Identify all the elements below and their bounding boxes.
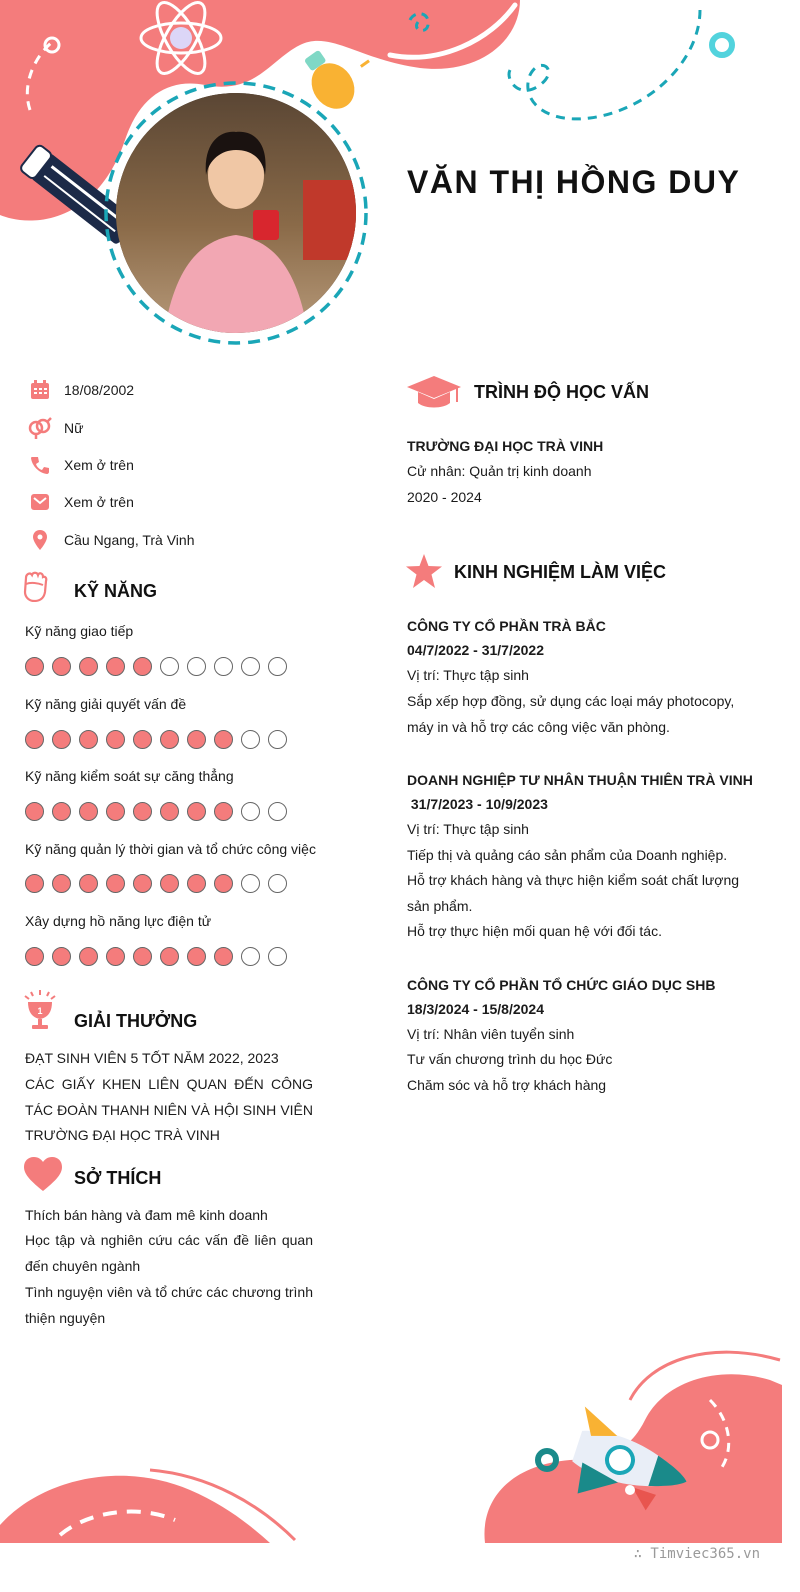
rating-dot-filled (133, 657, 152, 676)
rating-dot-filled (160, 874, 179, 893)
rating-dot-filled (106, 730, 125, 749)
job-period: 31/7/2023 - 10/9/2023 (407, 796, 548, 812)
trophy-icon (22, 990, 58, 1037)
company-name: DOANH NGHIỆP TƯ NHÂN THUẬN THIÊN TRÀ VINH (407, 772, 753, 788)
skill-label: Xây dựng hồ năng lực điện tử (25, 913, 212, 929)
rating-dot-filled (106, 657, 125, 676)
rating-dot-empty (160, 657, 179, 676)
rating-dot-empty (268, 874, 287, 893)
footer-blob-left (0, 1476, 270, 1543)
job-period: 04/7/2022 - 31/7/2022 (407, 642, 545, 658)
rating-dot-filled (106, 947, 125, 966)
info-text: Nữ (64, 420, 84, 436)
degree: Cử nhân: Quản trị kinh doanh (407, 463, 592, 479)
rating-dot-empty (241, 947, 260, 966)
rating-dot-empty (268, 802, 287, 821)
job-position: Vị trí: Thực tập sinh (407, 667, 529, 683)
calendar-icon (28, 378, 52, 402)
heart-icon (24, 1157, 62, 1196)
info-birthday (28, 377, 135, 403)
rating-dot-empty (241, 657, 260, 676)
rating-dot-empty (187, 657, 206, 676)
education-period: 2020 - 2024 (407, 489, 482, 505)
rating-dot-filled (79, 657, 98, 676)
rating-dot-filled (214, 802, 233, 821)
rating-dot-empty (268, 730, 287, 749)
candidate-name: VĂN THỊ HỒNG DUY (407, 164, 741, 200)
skill-rating (25, 947, 287, 966)
rating-dot-filled (52, 657, 71, 676)
graduation-cap-icon (407, 374, 461, 415)
skill-rating (25, 802, 287, 821)
rating-dot-filled (133, 947, 152, 966)
award-item: ĐẠT SINH VIÊN 5 TỐT NĂM 2022, 2023 (25, 1050, 279, 1066)
awards-title: GIẢI THƯỞNG (74, 1011, 198, 1031)
skill-rating (25, 730, 287, 749)
rating-dot-filled (52, 874, 71, 893)
rating-dot-empty (241, 802, 260, 821)
rating-dot-empty (214, 657, 233, 676)
job-position: Vị trí: Nhân viên tuyển sinh (407, 1026, 575, 1042)
job-desc: Tiếp thị và quảng cáo sản phẩm của Doanh nghiệp. (407, 847, 728, 863)
gender-icon (28, 416, 52, 440)
job-period: 18/3/2024 - 15/8/2024 (407, 1001, 545, 1017)
info-phone (28, 452, 134, 478)
rating-dot-filled (25, 947, 44, 966)
rating-dot-filled (106, 874, 125, 893)
hobby-item: Tình nguyện viên và tổ chức các chương trình thiện nguyện (25, 1284, 313, 1326)
info-text: Xem ở trên (64, 494, 134, 510)
rating-dot-filled (52, 947, 71, 966)
rating-dot-filled (187, 874, 206, 893)
rating-dot-filled (214, 947, 233, 966)
job-desc: Sắp xếp hợp đồng, sử dụng các loại máy photocopy, máy in và hỗ trợ các công việc văn phòng. (407, 693, 735, 735)
teal-ring-icon (712, 35, 732, 55)
mail-icon (28, 490, 52, 514)
svg-text:1: 1 (37, 1006, 43, 1016)
fist-icon (22, 570, 48, 607)
skill-rating (25, 657, 287, 676)
location-pin-icon (28, 528, 52, 552)
rating-dot-filled (79, 802, 98, 821)
info-text: 18/08/2002 (64, 382, 135, 398)
school-name: TRƯỜNG ĐẠI HỌC TRÀ VINH (407, 438, 604, 454)
skill-label: Kỹ năng kiểm soát sự căng thẳng (25, 768, 234, 784)
rating-dot-filled (106, 802, 125, 821)
rating-dot-filled (187, 730, 206, 749)
rating-dot-filled (214, 730, 233, 749)
rating-dot-filled (160, 802, 179, 821)
rating-dot-filled (25, 874, 44, 893)
hobby-item: Học tập và nghiên cứu các vấn đề liên quan đến chuyên ngành (25, 1232, 313, 1274)
rating-dot-filled (133, 802, 152, 821)
info-text: Xem ở trên (64, 457, 134, 473)
info-address (28, 527, 195, 553)
company-name: CÔNG TY CỔ PHẦN TỔ CHỨC GIÁO DỤC SHB (407, 977, 716, 993)
rating-dot-empty (241, 874, 260, 893)
rating-dot-filled (25, 802, 44, 821)
rating-dot-filled (160, 947, 179, 966)
rating-dot-filled (25, 730, 44, 749)
rating-dot-filled (214, 874, 233, 893)
job-desc: Chăm sóc và hỗ trợ khách hàng (407, 1077, 607, 1093)
rating-dot-filled (133, 730, 152, 749)
hobbies-title: SỞ THÍCH (74, 1168, 162, 1188)
award-item: CÁC GIẤY KHEN LIÊN QUAN ĐẾN CÔNG TÁC ĐOÀN THANH NIÊN VÀ HỘI SINH VIÊN TRƯỜNG ĐẠI HỌC TRÀ VINH (25, 1076, 313, 1143)
rating-dot-filled (25, 657, 44, 676)
info-gender (28, 415, 84, 441)
rating-dot-empty (241, 730, 260, 749)
hobby-item: Thích bán hàng và đam mê kinh doanh (25, 1207, 268, 1223)
job-position: Vị trí: Thực tập sinh (407, 821, 529, 837)
watermark: ∴ Timviec365.vn (633, 1546, 760, 1562)
skill-label: Kỹ năng quản lý thời gian và tổ chức công việc (25, 841, 316, 857)
rating-dot-empty (268, 657, 287, 676)
education-title: TRÌNH ĐỘ HỌC VẤN (474, 382, 649, 402)
skill-rating (25, 874, 287, 893)
profile-photo (103, 80, 369, 346)
job-desc: Hỗ trợ thực hiện mối quan hệ với đối tác. (407, 923, 662, 939)
phone-icon (28, 453, 52, 477)
rating-dot-filled (133, 874, 152, 893)
rating-dot-filled (79, 730, 98, 749)
rating-dot-filled (79, 947, 98, 966)
info-text: Cầu Ngang, Trà Vinh (64, 532, 195, 548)
skill-label: Kỹ năng giao tiếp (25, 623, 134, 639)
job-desc: Hỗ trợ khách hàng và thực hiện kiểm soát chất lượng sản phẩm. (407, 872, 740, 914)
experience-title: KINH NGHIỆM LÀM VIỆC (454, 562, 667, 582)
rating-dot-filled (52, 730, 71, 749)
rating-dot-filled (52, 802, 71, 821)
rating-dot-empty (268, 947, 287, 966)
rating-dot-filled (187, 802, 206, 821)
info-email (28, 489, 134, 515)
rating-dot-filled (187, 947, 206, 966)
rating-dot-filled (160, 730, 179, 749)
skills-title: KỸ NĂNG (74, 581, 158, 601)
company-name: CÔNG TY CỔ PHẦN TRÀ BẮC (407, 618, 606, 634)
rating-dot-filled (79, 874, 98, 893)
job-desc: Tư vấn chương trình du học Đức (407, 1051, 613, 1067)
star-icon (406, 554, 442, 593)
skill-label: Kỹ năng giải quyết vấn đề (25, 696, 187, 712)
